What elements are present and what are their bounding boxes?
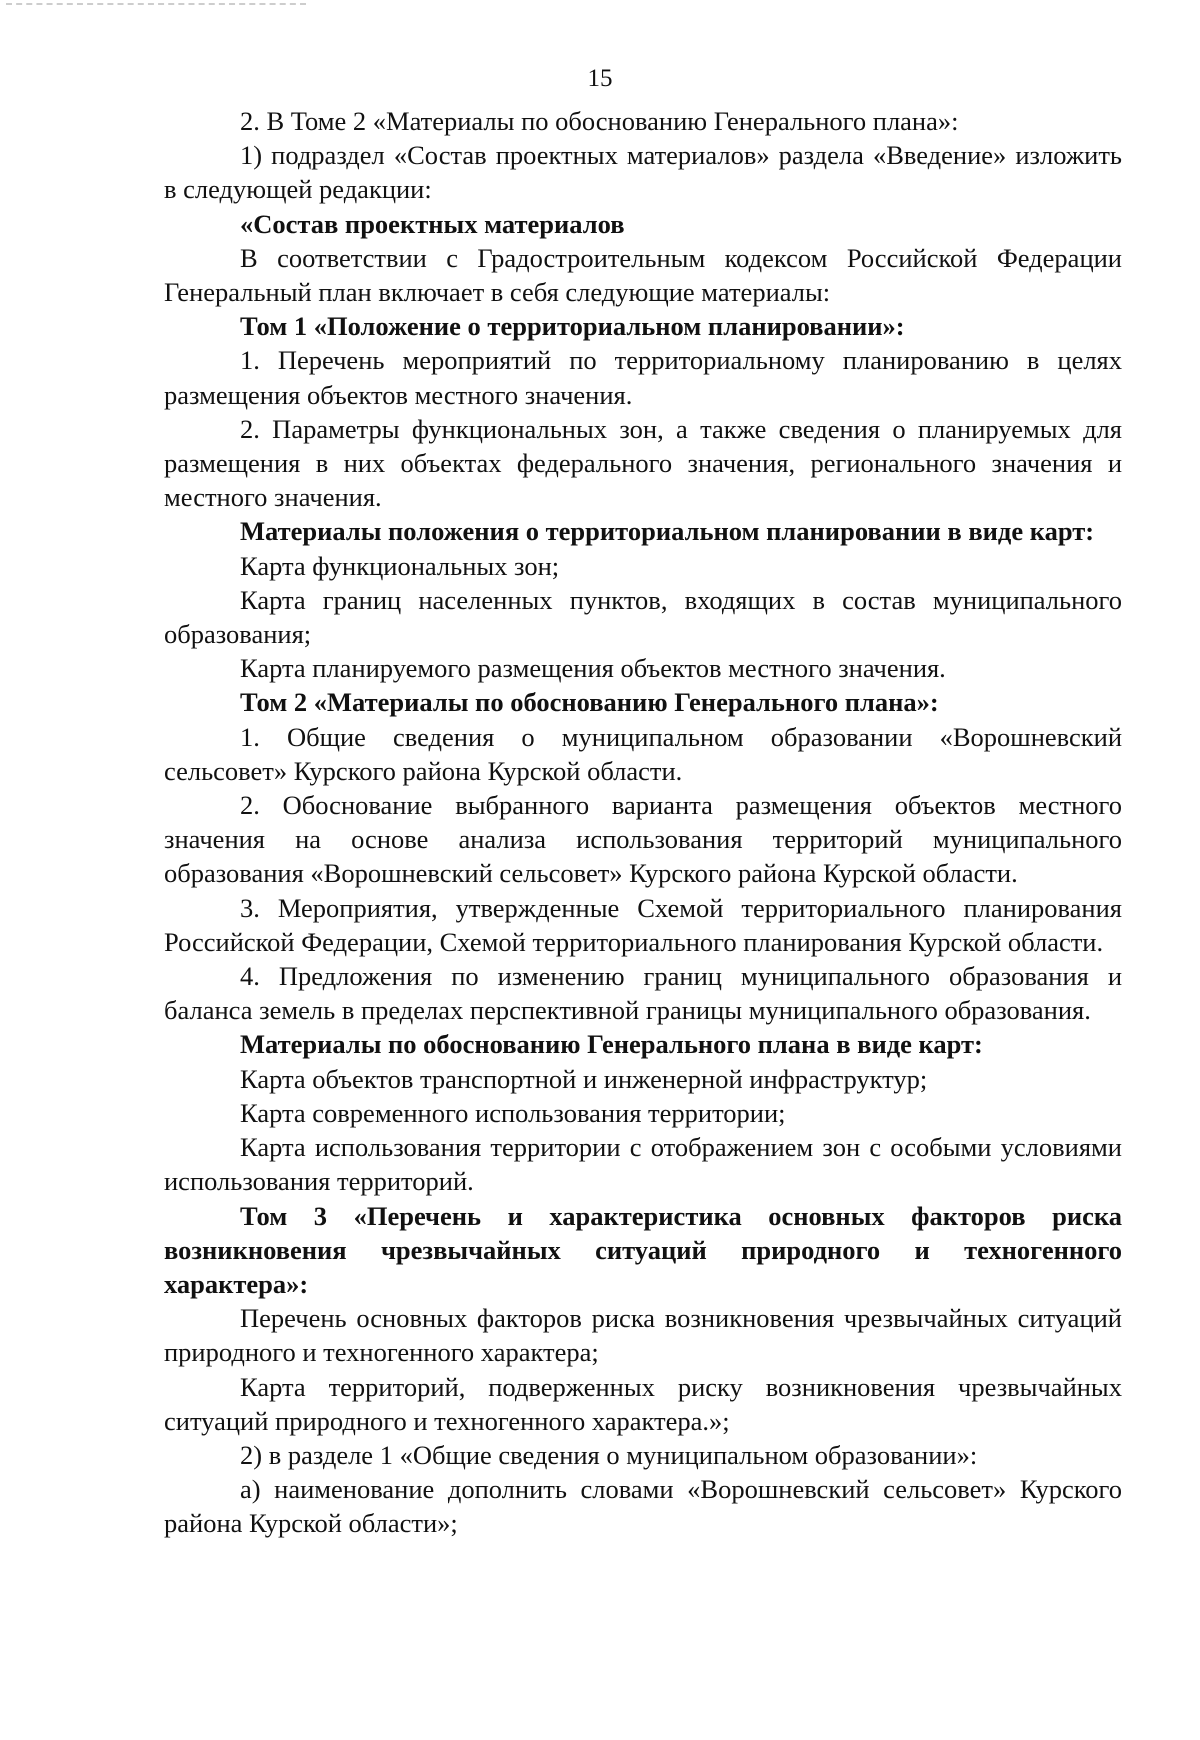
heading-volume-2: Том 2 «Материалы по обоснованию Генерального плана»: xyxy=(240,687,939,718)
list-item-4-proposals: 4. Предложения по изменению границ муниципального образования и баланса земель в пределах перспективной границы муниципального образования. xyxy=(164,961,1122,1026)
map-local-objects: Карта планируемого размещения объектов местного значения. xyxy=(240,653,946,684)
list-item-1-measures: 1. Перечень мероприятий по территориальному планированию в целях размещения объектов местного значения. xyxy=(164,345,1122,410)
list-risk-factors: Перечень основных факторов риска возникновения чрезвычайных ситуаций природного и техногенного характера; xyxy=(164,1303,1122,1368)
heading-project-materials: «Состав проектных материалов xyxy=(240,208,625,239)
list-item-3-activities: 3. Мероприятия, утвержденные Схемой территориального планирования Российской Федерации, Схемой территориального планирования Курской области. xyxy=(164,892,1122,957)
scan-artifact xyxy=(6,3,306,9)
heading-volume-3: Том 3 «Перечень и характеристика основных факторов риска возникновения чрезвычайных ситуаций природного и техногенного характера»: xyxy=(164,1200,1122,1299)
map-current-land-use: Карта современного использования территории; xyxy=(240,1097,786,1128)
page-number: 15 xyxy=(587,65,613,92)
list-item-2-justification: 2. Обоснование выбранного варианта размещения объектов местного значения на основе анализа использования территорий муниципального образования «Ворошневский сельсовет» Курского района Курской области. xyxy=(164,790,1122,889)
map-infrastructure: Карта объектов транспортной и инженерной инфраструктур; xyxy=(240,1063,928,1094)
map-risk-territories: Карта территорий, подверженных риску возникновения чрезвычайных ситуаций природного и техногенного характера.»; xyxy=(164,1371,1122,1436)
map-special-zones: Карта использования территории с отображением зон с особыми условиями использования территорий. xyxy=(164,1132,1122,1197)
heading-volume-1-maps: Материалы положения о территориальном планировании в виде карт: xyxy=(240,516,1095,547)
heading-volume-2-maps: Материалы по обоснованию Генерального плана в виде карт: xyxy=(240,1029,983,1060)
paragraph-subsection-1: 1) подраздел «Состав проектных материалов» раздела «Введение» изложить в следующей редакции: xyxy=(164,140,1122,205)
document-body xyxy=(164,104,1122,1541)
paragraph-name-amendment: а) наименование дополнить словами «Ворошневский сельсовет» Курского района Курской области»; xyxy=(164,1474,1122,1539)
paragraph-section-1: 2) в разделе 1 «Общие сведения о муниципальном образовании»: xyxy=(240,1439,978,1470)
paragraph-volume-2-intro: 2. В Томе 2 «Материалы по обоснованию Генерального плана»: xyxy=(240,106,959,136)
list-item-1-general-info: 1. Общие сведения о муниципальном образовании «Ворошневский сельсовет» Курского района Курской области. xyxy=(164,721,1122,786)
map-settlement-borders: Карта границ населенных пунктов, входящих в состав муниципального образования; xyxy=(164,584,1122,650)
list-item-2-parameters: 2. Параметры функциональных зон, а также сведения о планируемых для размещения в них объектах федерального значения, регионального значения и местного значения. xyxy=(164,413,1122,513)
paragraph-code-reference: В соответствии с Градостроительным кодексом Российской Федерации Генеральный план включает в себя следующие материалы: xyxy=(164,242,1122,308)
map-functional-zones: Карта функциональных зон; xyxy=(240,550,560,581)
heading-volume-1: Том 1 «Положение о территориальном планировании»: xyxy=(240,311,905,342)
